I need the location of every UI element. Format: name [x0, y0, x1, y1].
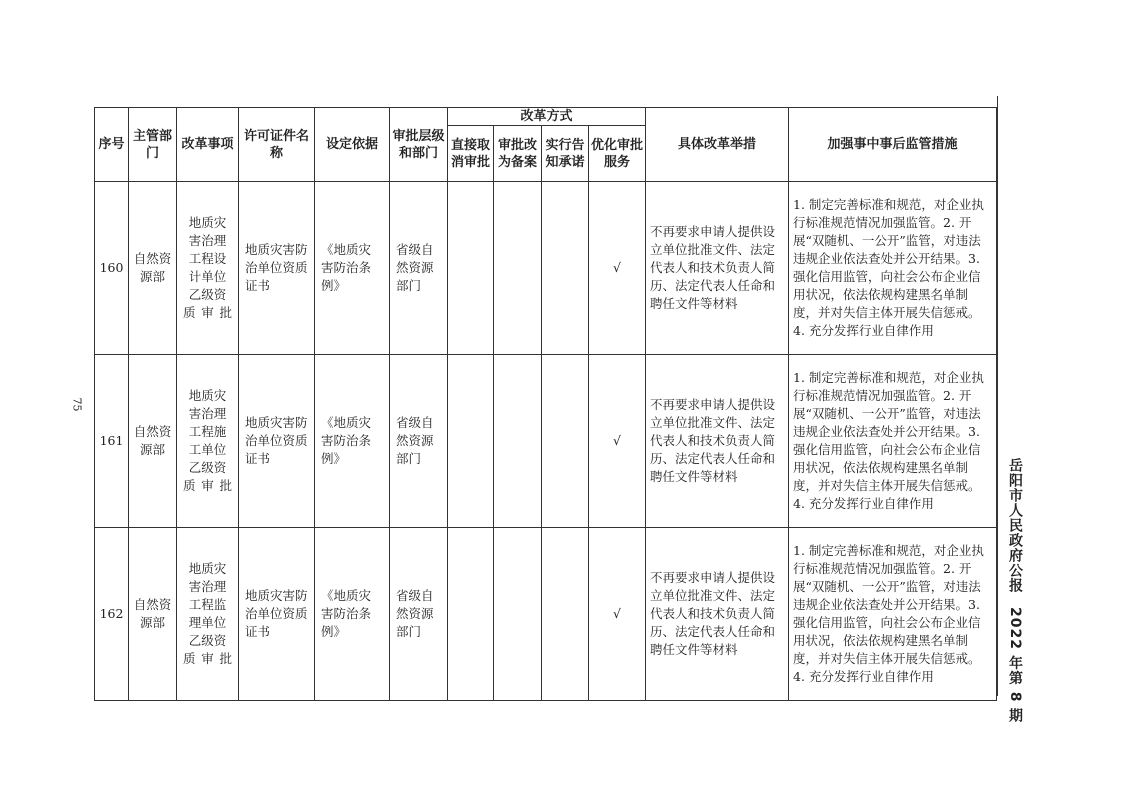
cell-notify: [542, 182, 589, 355]
cell-reform-item: 地质灾害治理工程施工单位乙级资质审批: [177, 355, 239, 528]
cell-level: 省级自然资源部门: [390, 355, 448, 528]
header-basis: 设定依据: [315, 108, 390, 182]
cell-notify: [542, 355, 589, 528]
reform-table: [94, 107, 997, 701]
cell-department: 自然资源部: [129, 355, 177, 528]
header-row-top: [95, 108, 997, 126]
cell-measures: 不再要求申请人提供设立单位批准文件、法定代表人和技术负责人简历、法定代表人任命和聘任文件等材料: [646, 528, 789, 701]
cell-optimize-check: √: [589, 182, 646, 355]
cell-optimize-check: √: [589, 528, 646, 701]
cell-filing: [494, 182, 542, 355]
cell-level: 省级自然资源部门: [390, 528, 448, 701]
cell-license-name: 地质灾害防治单位资质证书: [239, 182, 315, 355]
cell-level: 省级自然资源部门: [390, 182, 448, 355]
cell-supervision: 1. 制定完善标准和规范，对企业执行标准规范情况加强监管。2. 开展“双随机、一公开”监管，对违法违规企业依法查处并公开结果。3. 强化信用监管，向社会公布企业信用状况，依法依规构建黑名单制度，并对失信主体开展失信惩戒。4. 充分发挥行业自律作用: [789, 355, 997, 528]
cell-notify: [542, 528, 589, 701]
side-divider: [997, 96, 998, 696]
cell-filing: [494, 528, 542, 701]
header-reform-item: 改革事项: [177, 108, 239, 182]
cell-measures: 不再要求申请人提供设立单位批准文件、法定代表人和技术负责人简历、法定代表人任命和聘任文件等材料: [646, 355, 789, 528]
table-row: [95, 355, 997, 528]
header-filing: 审批改为备案: [494, 126, 542, 182]
page-number: 75: [70, 397, 84, 412]
cell-seq: 162: [95, 528, 129, 701]
cell-license-name: 地质灾害防治单位资质证书: [239, 528, 315, 701]
cell-direct-cancel: [448, 355, 494, 528]
table-row: [95, 528, 997, 701]
cell-basis: 《地质灾害防治条例》: [315, 182, 390, 355]
cell-supervision: 1. 制定完善标准和规范，对企业执行标准规范情况加强监管。2. 开展“双随机、一公开”监管，对违法违规企业依法查处并公开结果。3. 强化信用监管，向社会公布企业信用状况，依法依规构建黑名单制度，并对失信主体开展失信惩戒。4. 充分发挥行业自律作用: [789, 528, 997, 701]
journal-issue: 2022 年第 8 期: [1007, 607, 1023, 724]
header-department: 主管部门: [129, 108, 177, 182]
header-level: 审批层级和部门: [390, 108, 448, 182]
header-notify: 实行告知承诺: [542, 126, 589, 182]
header-license-name: 许可证件名称: [239, 108, 315, 182]
cell-reform-item: 地质灾害治理工程监理单位乙级资质审批: [177, 528, 239, 701]
header-reform-method: 改革方式: [448, 108, 646, 126]
cell-direct-cancel: [448, 528, 494, 701]
cell-optimize-check: √: [589, 355, 646, 528]
cell-basis: 《地质灾害防治条例》: [315, 355, 390, 528]
cell-seq: 161: [95, 355, 129, 528]
cell-measures: 不再要求申请人提供设立单位批准文件、法定代表人和技术负责人简历、法定代表人任命和聘任文件等材料: [646, 182, 789, 355]
cell-direct-cancel: [448, 182, 494, 355]
cell-license-name: 地质灾害防治单位资质证书: [239, 355, 315, 528]
table-row: [95, 182, 997, 355]
journal-running-title: [1003, 458, 1025, 723]
header-optimize: 优化审批服务: [589, 126, 646, 182]
cell-department: 自然资源部: [129, 528, 177, 701]
cell-filing: [494, 355, 542, 528]
header-supervision: 加强事中事后监管措施: [789, 108, 997, 182]
header-seq: 序号: [95, 108, 129, 182]
cell-supervision: 1. 制定完善标准和规范，对企业执行标准规范情况加强监管。2. 开展“双随机、一公开”监管，对违法违规企业依法查处并公开结果。3. 强化信用监管，向社会公布企业信用状况，依法依规构建黑名单制度，并对失信主体开展失信惩戒。4. 充分发挥行业自律作用: [789, 182, 997, 355]
cell-basis: 《地质灾害防治条例》: [315, 528, 390, 701]
cell-department: 自然资源部: [129, 182, 177, 355]
journal-name: 岳阳市人民政府公报: [1007, 458, 1023, 593]
cell-reform-item: 地质灾害治理工程设计单位乙级资质审批: [177, 182, 239, 355]
cell-seq: 160: [95, 182, 129, 355]
header-direct-cancel: 直接取消审批: [448, 126, 494, 182]
header-measures: 具体改革举措: [646, 108, 789, 182]
